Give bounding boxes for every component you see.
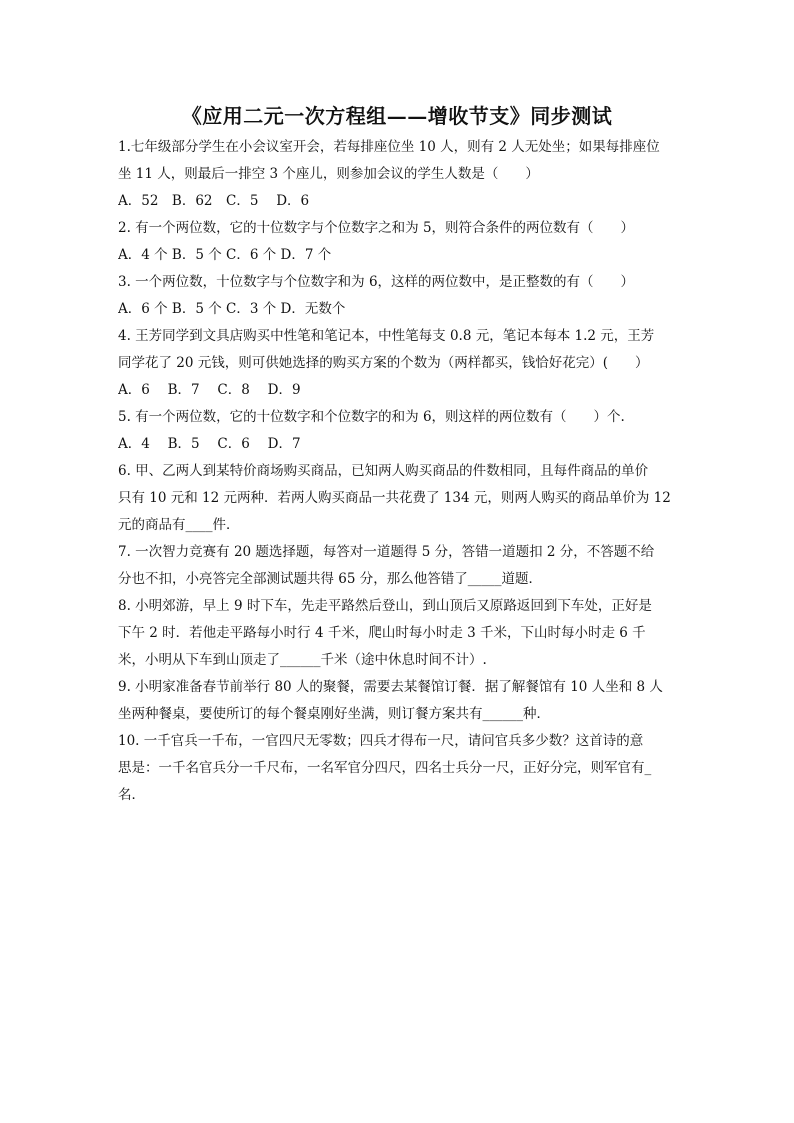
text-line: 6. 甲、乙两人到某特价商场购买商品，已知两人购买商品的件数相同，且每件商品的单价 <box>118 463 649 479</box>
text-line: 分也不扣，小亮答完全部测试题共得 65 分，那么他答错了_____道题． <box>118 571 543 587</box>
text-line: 3. 一个两位数，十位数字与个位数字和为 6，这样的两位数中，是正整数的有（ ） <box>118 274 635 290</box>
answer-options: A．4 B．5 C．6 D．7 <box>118 436 301 452</box>
answer-options: A．4 个 B．5 个 C．6 个 D．7 个 <box>118 247 332 263</box>
text-line: 只有 10 元和 12 元两种．若两人购买商品一共花费了 134 元，则两人购买的商品单价为 12 <box>118 490 671 506</box>
text-line: 坐 11 人，则最后一排空 3 个座儿，则参加会议的学生人数是（ ） <box>118 166 539 182</box>
text-line: 元的商品有____件． <box>118 517 240 533</box>
answer-options: A．6 个 B．5 个 C．3 个 D．无数个 <box>118 301 346 317</box>
text-line: 9. 小明家准备春节前举行 80 人的聚餐，需要去某餐馆订餐．据了解餐馆有 10 人坐和 8 人 <box>118 679 663 695</box>
document-title: 《应用二元一次方程组——增收节支》同步测试 <box>181 104 613 128</box>
text-line: 10. 一千官兵一千布，一官四尺无零数；四兵才得布一尺，请问官兵多少数？这首诗的意 <box>118 733 644 749</box>
text-line: 7. 一次智力竞赛有 20 题选择题，每答对一道题得 5 分，答错一道题扣 2 分，不答题不给 <box>118 544 655 560</box>
text-line: 坐两种餐桌，要使所订的每个餐桌刚好坐满，则订餐方案共有______种． <box>118 706 550 722</box>
answer-options: A．6 B．7 C．8 D．9 <box>118 382 301 398</box>
text-line: 思是：一千名官兵分一千尺布，一名军官分四尺，四名士兵分一尺，正好分完，则军官有_ <box>118 760 652 776</box>
text-line: 4. 王芳同学到文具店购买中性笔和笔记本，中性笔每支 0.8 元，笔记本每本 1.2 元，王芳 <box>118 328 655 344</box>
text-line: 1.七年级部分学生在小会议室开会，若每排座位坐 10 人，则有 2 人无处坐；如果每排座位 <box>118 139 660 155</box>
text-line: 8. 小明郊游，早上 9 时下车，先走平路然后登山，到山顶后又原路返回到下车处，正好是 <box>118 598 652 614</box>
text-line: 2. 有一个两位数，它的十位数字与个位数字之和为 5，则符合条件的两位数有（ ） <box>118 220 635 236</box>
text-line: 米，小明从下车到山顶走了______千米（途中休息时间不计）. <box>118 652 487 668</box>
answer-options: A．52 B．62 C．5 D．6 <box>118 193 310 209</box>
text-line: 5. 有一个两位数，它的十位数字和个位数字的和为 6，则这样的两位数有（ ）个. <box>118 409 625 425</box>
text-line: 下午 2 时．若他走平路每小时行 4 千米，爬山时每小时走 3 千米，下山时每小时走 6 千 <box>118 625 646 641</box>
text-line: 名． <box>118 787 145 803</box>
text-line: 同学花了 20 元钱，则可供她选择的购买方案的个数为（两样都买，钱恰好花完）( ） <box>118 355 649 371</box>
